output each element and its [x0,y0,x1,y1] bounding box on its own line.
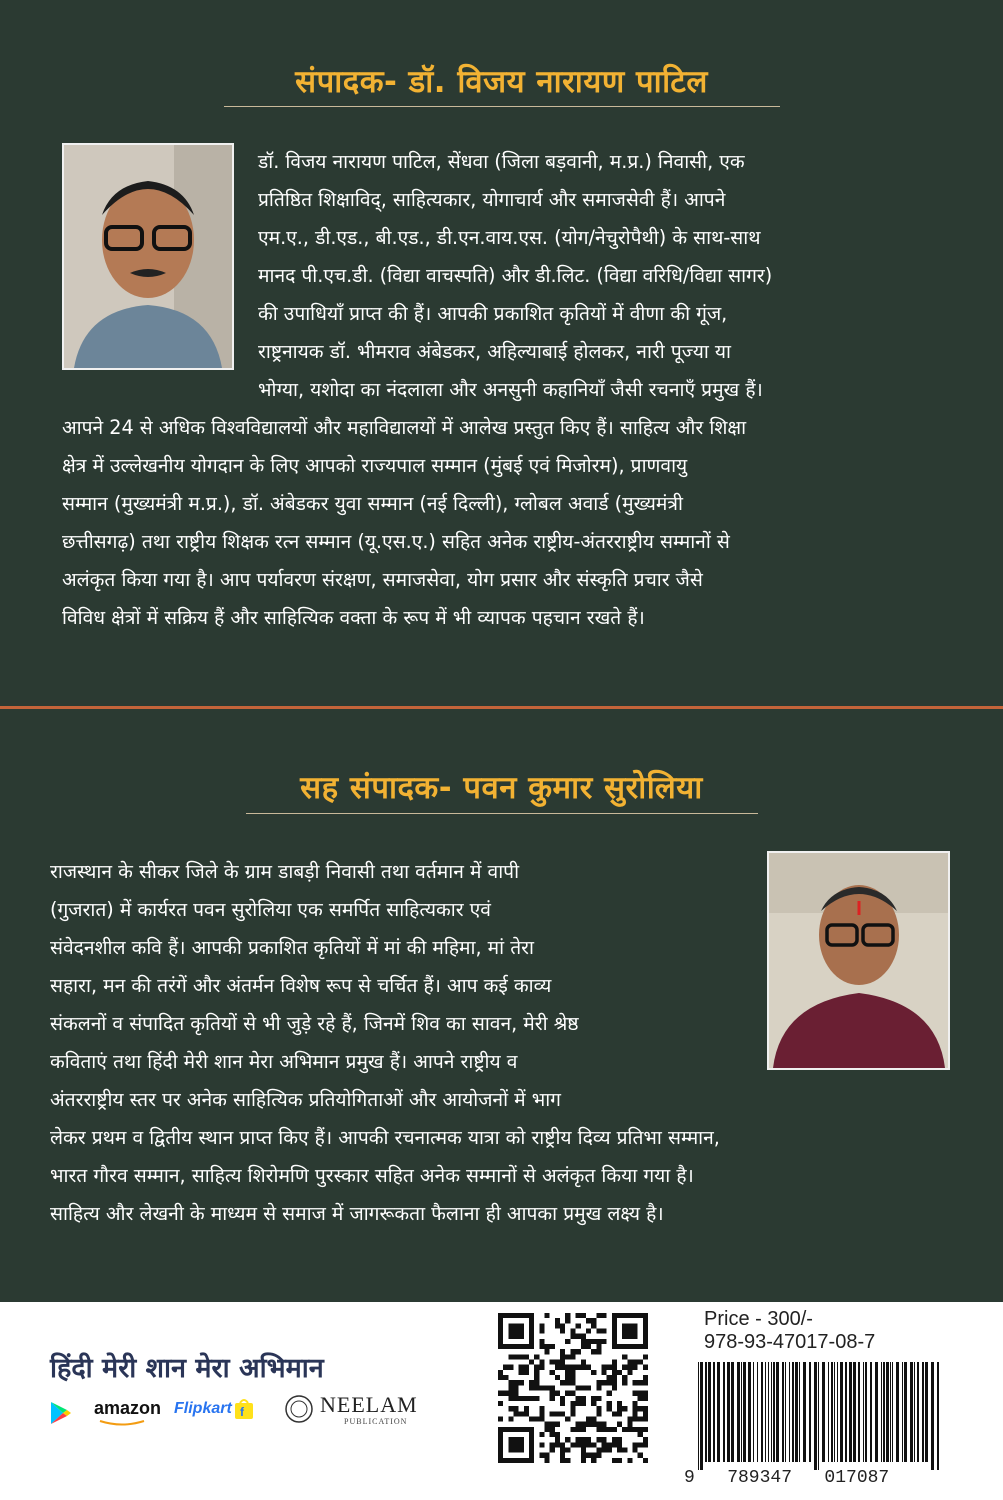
co-editor-portrait-icon [769,853,948,1068]
co-editor-title-underline [246,813,758,814]
co-editor-title: सह संपादक- पवन कुमार सुरोलिया [300,770,703,806]
co-editor-bio-line: (गुजरात) में कार्यरत पवन सुरोलिया एक समर्पित साहित्यकार एवं [50,898,491,921]
editor-photo [62,143,234,370]
editor-title-underline [224,106,780,107]
editor-portrait-icon [64,145,232,368]
co-editor-bio-line: कविताएं तथा हिंदी मेरी शान मेरा अभिमान प्रमुख हैं। आपने राष्ट्रीय व [50,1050,518,1073]
amazon-logo [94,1398,161,1419]
editor-bio-line: सम्मान (मुख्यमंत्री म.प्र.), डॉ. अंबेडकर युवा सम्मान (नई दिल्ली), ग्लोबल अवार्ड (मुख्यमंत्री [62,492,683,515]
section-divider [0,706,1003,709]
co-editor-bio-line: संकलनों व संपादित कृतियों से भी जुड़े रहे हैं, जिनमें शिव का सावन, मेरी श्रेष्ठ [50,1012,579,1035]
editor-bio-line: मानद पी.एच.डी. (विद्या वाचस्पति) और डी.लिट. (विद्या वरिधि/विद्या सागर) [258,264,773,287]
editor-bio-line: छत्तीसगढ़) तथा राष्ट्रीय शिक्षक रत्न सम्मान (यू.एस.ए.) सहित अनेक राष्ट्रीय-अंतरराष्ट्रीय सम्मानों से [62,530,730,553]
play-store-icon [50,1401,72,1425]
flipkart-logo-text: Flipkart [174,1400,232,1417]
amazon-smile-icon [98,1419,148,1427]
co-editor-bio-line: भारत गौरव सम्मान, साहित्य शिरोमणि पुरस्कार सहित अनेक सम्मानों से अलंकृत किया गया है। [50,1164,694,1187]
barcode-number: 9 789347 017087 [684,1468,890,1488]
price-label: Price - 300/- [704,1308,813,1330]
editor-bio-line: राष्ट्रनायक डॉ. भीमराव अंबेडकर, अहिल्याबाई होलकर, नारी पूज्या या [258,340,732,363]
editor-title: संपादक- डॉ. विजय नारायण पाटिल [295,64,708,100]
amazon-logo-text: amazon [94,1398,162,1418]
co-editor-bio-line: अंतरराष्ट्रीय स्तर पर अनेक साहित्यिक प्रतियोगिताओं और आयोजनों में भाग [50,1088,561,1111]
publisher-emblem-icon [284,1394,314,1424]
flipkart-logo [174,1400,244,1419]
book-title: हिंदी मेरी शान मेरा अभिमान [50,1353,324,1384]
editor-bio-line: आपने 24 से अधिक विश्वविद्यालयों और महाविद्यालयों में आलेख प्रस्तुत किए हैं। साहित्य और शिक्षा [62,416,747,439]
publisher-name: NEELAM [320,1392,418,1417]
price-info [704,1308,875,1354]
co-editor-bio-line: साहित्य और लेखनी के माध्यम से समाज में जागरूकता फैलाना ही आपका प्रमुख लक्ष्य है। [50,1202,664,1225]
editor-bio-line: विविध क्षेत्रों में सक्रिय हैं और साहित्यिक वक्ता के रूप में भी व्यापक पहचान रखते हैं। [62,606,645,629]
editor-bio-line: डॉ. विजय नारायण पाटिल, सेंधवा (जिला बड़वानी, म.प्र.) निवासी, एक [258,150,745,173]
publisher-subtitle: PUBLICATION [344,1417,408,1426]
co-editor-bio-line: सहारा, मन की तरंगें और अंतर्मन विशेष रूप से चर्चित हैं। आप कई काव्य [50,974,552,997]
isbn-barcode [684,1362,952,1470]
co-editor-bio-line: संवेदनशील कवि हैं। आपकी प्रकाशित कृतियों में मां की महिमा, मां तेरा [50,936,534,959]
editor-bio-line: प्रतिष्ठित शिक्षाविद्, साहित्यकार, योगाचार्य और समाजसेवी हैं। आपने [258,188,726,211]
editor-bio-line: की उपाधियाँ प्राप्त की हैं। आपकी प्रकाशित कृतियों में वीणा की गूंज, [258,302,728,325]
co-editor-bio-line: लेकर प्रथम व द्वितीय स्थान प्राप्त किए हैं। आपकी रचनात्मक यात्रा को राष्ट्रीय दिव्य प्रतिभा सम्मान, [50,1126,720,1149]
editor-bio-line: एम.ए., डी.एड., बी.एड., डी.एन.वाय.एस. (योग/नेचुरोपैथी) के साथ-साथ [258,226,761,249]
editor-bio-line: अलंकृत किया गया है। आप पर्यावरण संरक्षण, समाजसेवा, योग प्रसार और संस्कृति प्रचार जैसे [62,568,703,591]
co-editor-bio-line: राजस्थान के सीकर जिले के ग्राम डाबड़ी निवासी तथा वर्तमान में वापी [50,860,520,883]
editor-bio-line: क्षेत्र में उल्लेखनीय योगदान के लिए आपको राज्यपाल सम्मान (मुंबई एवं मिजोरम), प्राणवायु [62,454,688,477]
svg-text:f: f [240,1405,244,1419]
qr-code[interactable] [498,1313,648,1463]
store-logos [50,1392,440,1428]
isbn-label: 978-93-47017-08-7 [704,1331,876,1353]
flipkart-bag-icon [234,1398,254,1420]
co-editor-photo [767,851,950,1070]
footer [0,1302,1003,1500]
editor-bio-line: भोग्या, यशोदा का नंदलाला और अनसुनी कहानियाँ जैसी रचनाएँ प्रमुख हैं। [258,378,763,401]
